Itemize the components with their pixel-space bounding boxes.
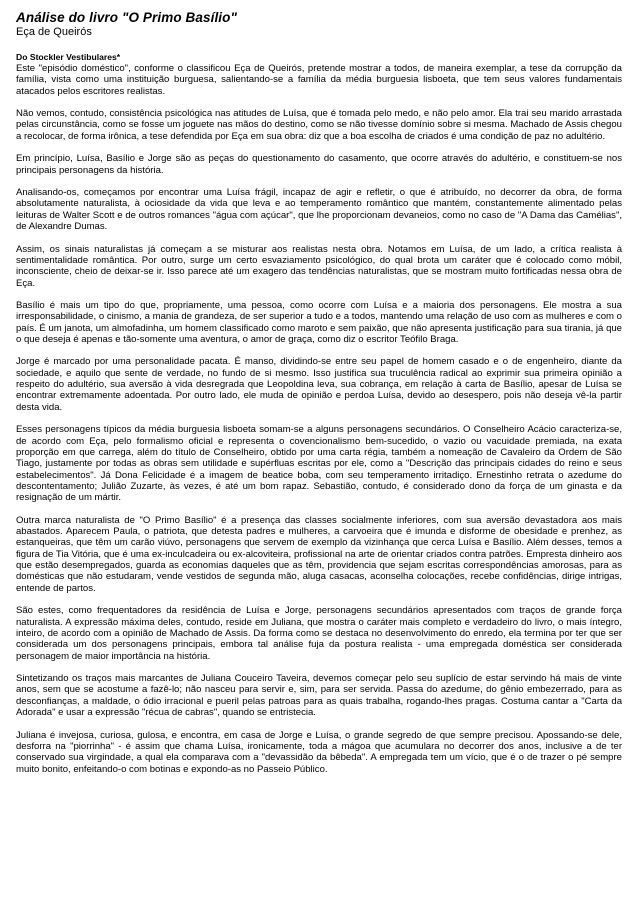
paragraph: Esses personagens típicos da média burguesia lisboeta somam-se a alguns personagens secundários. O Conselheiro Acácio caracteriza-se, de acordo com Eça, pelo formalismo oficial e representa o covencionalismo bem-sucedido, o vazio ou vacuidade premiada, na exata proporção em que carrega, além do título de Conselheiro, obtido por uma carta régia, também a nomeação de Cavaleiro da Ordem de São Tiago, justamente por todas as obras sem utilidade e supérfluas escritas por ele, como a "Descrição das principais cidades do reino e seus estabelecimentos". Já Dona Felicidade é a imagem de beatice boba, com seu temperamento irritadiço. Ernestinho retrata o azedume do descontentamento; Julião Zuzarte, às vezes, é até um bom rapaz. Sebastião, contudo, é considerado dono da força de um ginasta e da resignação de um mártir. (16, 424, 622, 504)
paragraph: Juliana é invejosa, curiosa, gulosa, e encontra, em casa de Jorge e Luísa, o grande segredo de que sempre precisou. Apossando-se dele, desforra na "piorrinha" - é assim que chama Luísa, ironicamente, toda a mágoa que acumulara no decorrer dos anos, inclusive a de ter conservado sua virgindade, a qual ela comparava com a "devassidão da bêbeda". A empregada tem um vício, que é o de trazer o pé sempre muito bonito, enfeitando-o com botinas e expondo-as no Passeio Público. (16, 729, 622, 775)
document-title: Análise do livro "O Primo Basílio" (16, 10, 238, 25)
document-byline: Do Stockler Vestibulares* (16, 52, 121, 62)
paragraph: Em princípio, Luísa, Basílio e Jorge são as peças do questionamento do casamento, que ocorre através do adultério, e constituem-se nos principais personagens da história. (16, 153, 622, 176)
paragraph: Não vemos, contudo, consistência psicológica nas atitudes de Luísa, que é tomada pelo medo, e não pelo amor. Ela trai seu marido arrastada pelas circunstância, como se fosse um joguete nas mãos do destino, como se não tivesse domínio sobre si mesma. Machado de Assis chegou a recolocar, de forma irônica, a tese defendida por Eça em sua obra: diz que a boa escolha de criados é uma condição de paz no adultério. (16, 108, 622, 142)
paragraph: Outra marca naturalista de "O Primo Basílio" é a presença das classes socialmente inferiores, com sua aversão devastadora aos mais abastados. Aparecem Paula, o patriota, que detesta padres e mulheres, a carvoeira que é imunda e disforme de obesidade e prenhez, as estanqueiras, que têm um carão viúvo, personagens que servem de exemplo da vizinhança que cerca Luísa e Basílio. Além desses, temos a figura de Tia Vitória, que é uma ex-inculcadeira ou ex-alcoviteira, profissional na arte de orientar criados contra patrões. Empresta dinheiro aos que estão desempregados, guarda as economias daqueles que as têm, providencia que sejam escritas correspondências amorosas, para as domésticas que não estudaram, vende vestidos de segunda mão, aluga casacas, aconselha colocações, recebe confidências, dirige intrigas, entende de partos. (16, 514, 622, 594)
paragraph: Analisando-os, começamos por encontrar uma Luísa frágil, incapaz de agir e refletir, o que é atribuído, no decorrer da obra, de forma absolutamente naturalista, à ociosidade da vida que leva e ao temperamento romântico que mantém, constantemente alimentado pelas leituras de Walter Scott e de outros romances "água com açúcar", que lhe proporcionam devaneios, como no caso de "A Dama das Camélias", de Alexandre Dumas. (16, 187, 622, 233)
document (16, 10, 622, 786)
paragraph: São estes, como frequentadores da residência de Luísa e Jorge, personagens secundários apresentados com traços de grande força naturalista. A expressão máxima deles, contudo, reside em Juliana, que mostra o caráter mais completo e verdadeiro do livro, o mais íntegro, inteiro, de acordo com a opinião de Machado de Assis. Da forma como se destaca no desenvolvimento do enredo, ela termina por ter que ser considerada um dos personagens principais, embora tal análise fuja da postura realista - uma empregada doméstica ser considerada personagem de maior importância na história. (16, 605, 622, 662)
paragraph: Sintetizando os traços mais marcantes de Juliana Couceiro Taveira, devemos começar pelo seu suplício de estar servindo há mais de vinte anos, sem que se acostume a fazê-lo; não nasceu para servir e, sim, para ser servida. Passa do azedume, do gênio embezerrado, para as desconfianças, a maldade, o ódio irracional e pueril pelas patroas para as quais trabalha, rogando-lhes pragas. Costuma cantar a "Carta da Adorada" e usar a expressão "récua de cabras", quando se entristecia. (16, 673, 622, 719)
paragraph: Assim, os sinais naturalistas já começam a se misturar aos realistas nesta obra. Notamos em Luísa, de um lado, a crítica realista à sentimentalidade romântica. Por outro, surge um certo esvaziamento psicológico, do qual brota um caráter que é colocado como móbil, inconsciente, cheio de deixar-se ir. Isso parece até um exagero das tendências naturalistas, que se mostram muito fortificadas nessa obra de Eça. (16, 243, 622, 289)
paragraph: Este "episódio doméstico", conforme o classificou Eça de Queirós, pretende mostrar a todos, de maneira exemplar, a tese da corrupção da família, vista como uma instituição burguesa, salientando-se a família da média burguesia lisboeta, que tem seus valores fundamentais atacados pelos escritores realistas. (16, 63, 622, 97)
document-author: Eça de Queirós (16, 26, 92, 38)
paragraph: Basílio é mais um tipo do que, propriamente, uma pessoa, como ocorre com Luísa e a maioria dos personagens. Ele mostra a sua irresponsabilidade, o cinismo, a mania de grandeza, de ser superior a tudo e a todos, mantendo uma relação de uso com as mulheres e com o país. É um janota, um almofadinha, um homem classificado como maroto e sem paixão, que não apresenta justificação para sua tirania, já que o que deseja é apenas e tão-somente uma aventura, o amor de graça, como diz o escritor Teófilo Braga. (16, 299, 622, 345)
document-body (16, 63, 622, 775)
paragraph: Jorge é marcado por uma personalidade pacata. É manso, dividindo-se entre seu papel de homem casado e o de engenheiro, diante da sociedade, e aquilo que sente de verdade, no fundo de si mesmo. Isso justifica sua truculência radical ao exprimir sua primeira opinião a respeito do adultério, sua aversão à vida desregrada que Leopoldina leva, sua cobrança, em relação à carta de Basílio, apesar de Luísa se encontrar extremamente adoentada. Por outro lado, ele muda de opinião e perdoa Luísa, devido ao desespero, pois não deseja vê-la partir desta vida. (16, 356, 622, 413)
